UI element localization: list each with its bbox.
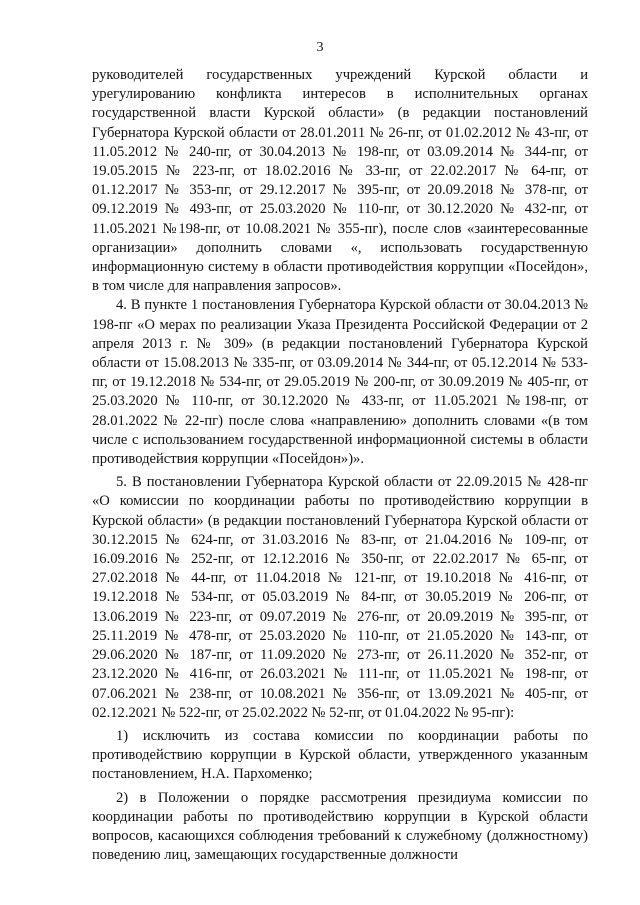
- document-body: [92, 66, 588, 865]
- paragraph-item-4: 4. В пункте 1 постановления Губернатора Курской области от 30.04.2013 № 198-пг «О мерах по реализации Указа Президента Российской Федерации от 2 апреля 2013 г. № 309» (в редакции постановлений Губернатора Курской области от 15.08.2013 № 335-пг, от 03.09.2014 № 344-пг, от 05.12.2014 № 533-пг, от 19.12.2018 № 534-пг, от 29.05.2019 № 200-пг, от 30.09.2019 № 405-пг, от 25.03.2020 № 110-пг, от 30.12.2020 № 433-пг, от 11.05.2021 №198-пг, от 28.01.2022 № 22-пг) после слова «направлению» дополнить словами «(в том числе с использованием государственной информационной системы в области противодействия коррупции «Посейдон»)».: [92, 297, 588, 468]
- page-number: 3: [316, 40, 324, 55]
- paragraph-item-5: 5. В постановлении Губернатора Курской области от 22.09.2015 № 428-пг «О комиссии по координации работы по противодействию коррупции в Курской области» (в редакции постановлений Губернатора Курской области от 30.12.2015 № 624-пг, от 31.03.2016 № 83-пг, от 21.04.2016 № 109-пг, от 16.09.2016 № 252-пг, от 12.12.2016 № 350-пг, от 22.02.2017 № 65-пг, от 27.02.2018 № 44-пг, от 11.04.2018 № 121-пг, от 19.10.2018 № 416-пг, от 19.12.2018 № 534-пг, от 05.03.2019 № 84-пг, от 30.05.2019 № 206-пг, от 13.06.2019 № 223-пг, от 09.07.2019 № 276-пг, от 20.09.2019 № 395-пг, от 25.11.2019 № 478-пг, от 25.03.2020 № 110-пг, от 21.05.2020 № 143-пг, от 29.06.2020 № 187-пг, от 11.09.2020 № 273-пг, от 26.11.2020 № 352-пг, от 23.12.2020 № 416-пг, от 26.03.2021 № 111-пг, от 11.05.2021 № 198-пг, от 07.06.2021 № 238-пг, от 10.08.2021 № 356-пг, от 13.09.2021 № 405-пг, от 02.12.2021 № 522-пг, от 25.02.2022 № 52-пг, от 01.04.2022 № 95-пг):: [92, 474, 588, 721]
- paragraph-continuation: руководителей государственных учреждений Курской области и урегулированию конфликта интересов в исполнительных органах государственной власти Курской области» (в редакции постановлений Губернатора Курской области от 28.01.2011 № 26-пг, от 01.02.2012 № 43-пг, от 11.05.2012 № 240-пг, от 30.04.2013 № 198-пг, от 03.09.2014 № 344-пг, от 19.05.2015 № 223-пг, от 18.02.2016 № 33-пг, от 22.02.2017 № 64-пг, от 01.12.2017 № 353-пг, от 29.12.2017 № 395-пг, от 20.09.2018 № 378-пг, от 09.12.2019 № 493-пг, от 25.03.2020 № 110-пг, от 30.12.2020 № 432-пг, от 11.05.2021 №198-пг, от 10.08.2021 № 355-пг), после слов «заинтересованные организации» дополнить словами «, использовать государственную информационную систему в области противодействия коррупции «Посейдон», в том числе для направления запросов».: [92, 67, 588, 295]
- paragraph-subitem-1: 1) исключить из состава комиссии по координации работы по противодействию коррупции в Курской области, утвержденного указанным постановлением, Н.А. Пархоменко;: [92, 727, 588, 783]
- paragraph-subitem-2: 2) в Положении о порядке рассмотрения президиума комиссии по координации работы по противодействию коррупции в Курской области вопросов, касающихся соблюдения требований к служебному (должностному) поведению лиц, замещающих государственные должности: [92, 789, 588, 864]
